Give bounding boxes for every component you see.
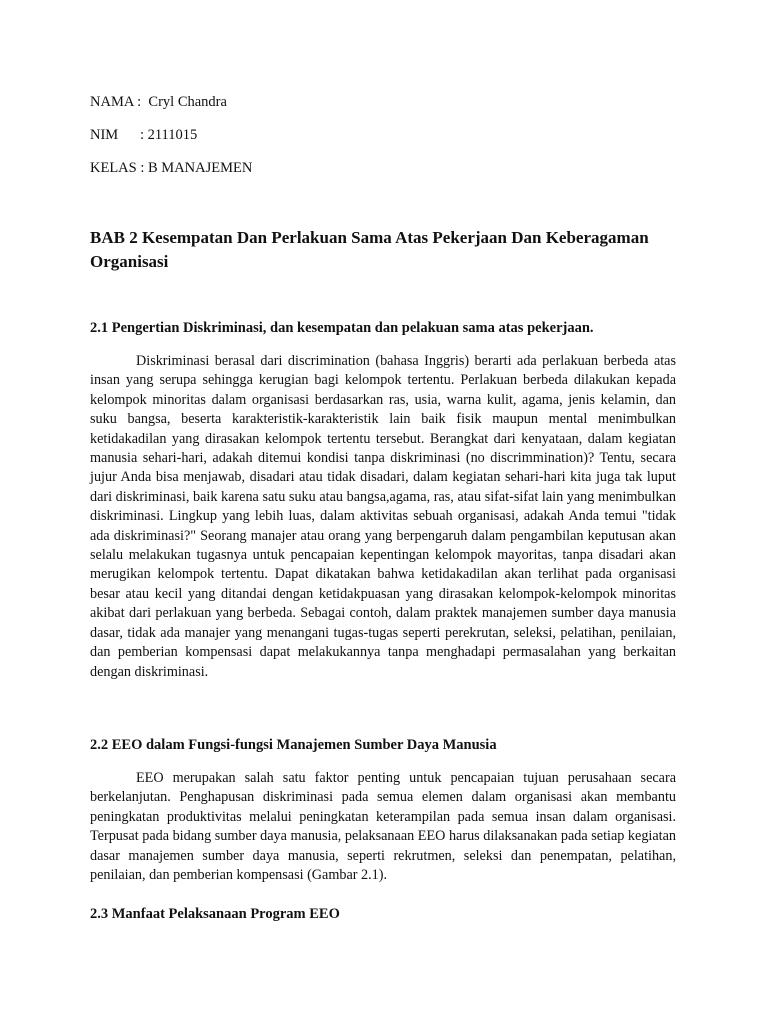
chapter-title: BAB 2 Kesempatan Dan Perlakuan Sama Atas Pekerjaan Dan Keberagaman Organisasi <box>90 228 649 271</box>
section-heading-2-3: 2.3 Manfaat Pelaksanaan Program EEO <box>90 906 340 922</box>
section-paragraph-2-1: Diskriminasi berasal dari discrimination (bahasa Inggris) berarti ada perlakuan berbeda atas insan yang serupa sehingga kerugian bagi kelompok tertentu. Perlakuan berbeda dilakukan kepada kelompok minoritas dalam organisasi berdasarkan ras, usia, warna kulit, agama, jenis kelamin, dan suku bangsa, beserta karakteristik-karakteristik lain baik fisik maupun mental menimbulkan ketidakadilan yang dirasakan kelompok tertentu tersebut. Berangkat dari kenyataan, dalam kegiatan manusia sehari-hari, adakah ditemui kondisi tanpa diskriminasi (no discrimmination)? Tentu, secara jujur Anda bisa menjawab, disadari atau tidak disadari, dalam kegiatan sehari-hari kita juga tak luput dari diskriminasi, baik karena satu suku atau bangsa,agama, ras, atau sifat-sifat lain yang menimbulkan diskriminasi. Lingkup yang lebih luas, dalam aktivitas sebuah organisasi, adakah Anda temui "tidak ada diskriminasi?" Seorang manajer atau orang yang berpengaruh dalam pengambilan keputusan akan selalu melakukan tugasnya untuk pencapaian kepentingan kelompok mayoritas, tanpa disadari akan merugikan kelompok tertentu. Dapat dikatakan bahwa ketidakadilan akan terlihat pada organisasi besar atau kecil yang ditandai dengan ketidakpuasan yang dirasakan kelompok-kelompok minoritas akibat dari perlakuan yang berbeda. Sebagai contoh, dalam praktek manajemen sumber daya manusia dasar, tidak ada manajer yang menangani tugas-tugas seperti perekrutan, seleksi, pelatihan, penilaian, dan pemberian kompensasi dapat melakukannya tanpa menghadapi permasalahan yang berkaitan dengan diskriminasi. <box>90 353 676 680</box>
student-name: NAMA : Cryl Chandra <box>90 94 227 110</box>
student-nim: NIM : 2111015 <box>90 127 198 143</box>
student-class: KELAS : B MANAJEMEN <box>90 160 253 176</box>
section-heading-2-2: 2.2 EEO dalam Fungsi-fungsi Manajemen Sumber Daya Manusia <box>90 737 497 753</box>
section-paragraph-2-2: EEO merupakan salah satu faktor penting untuk pencapaian tujuan perusahaan secara berkelanjutan. Penghapusan diskriminasi pada semua elemen dalam organisasi akan membantu peningkatan produktivitas melalui peningkatan keterampilan pada semua insan dalam organisasi. Terpusat pada bidang sumber daya manusia, pelaksanaan EEO harus dilaksanakan pada setiap kegiatan dasar manajemen sumber daya manusia, seperti rekrutmen, seleksi dan penempatan, pelatihan, penilaian, dan pemberian kompensasi (Gambar 2.1). <box>90 770 676 884</box>
section-heading-2-1: 2.1 Pengertian Diskriminasi, dan kesempatan dan pelakuan sama atas pekerjaan. <box>90 320 594 336</box>
